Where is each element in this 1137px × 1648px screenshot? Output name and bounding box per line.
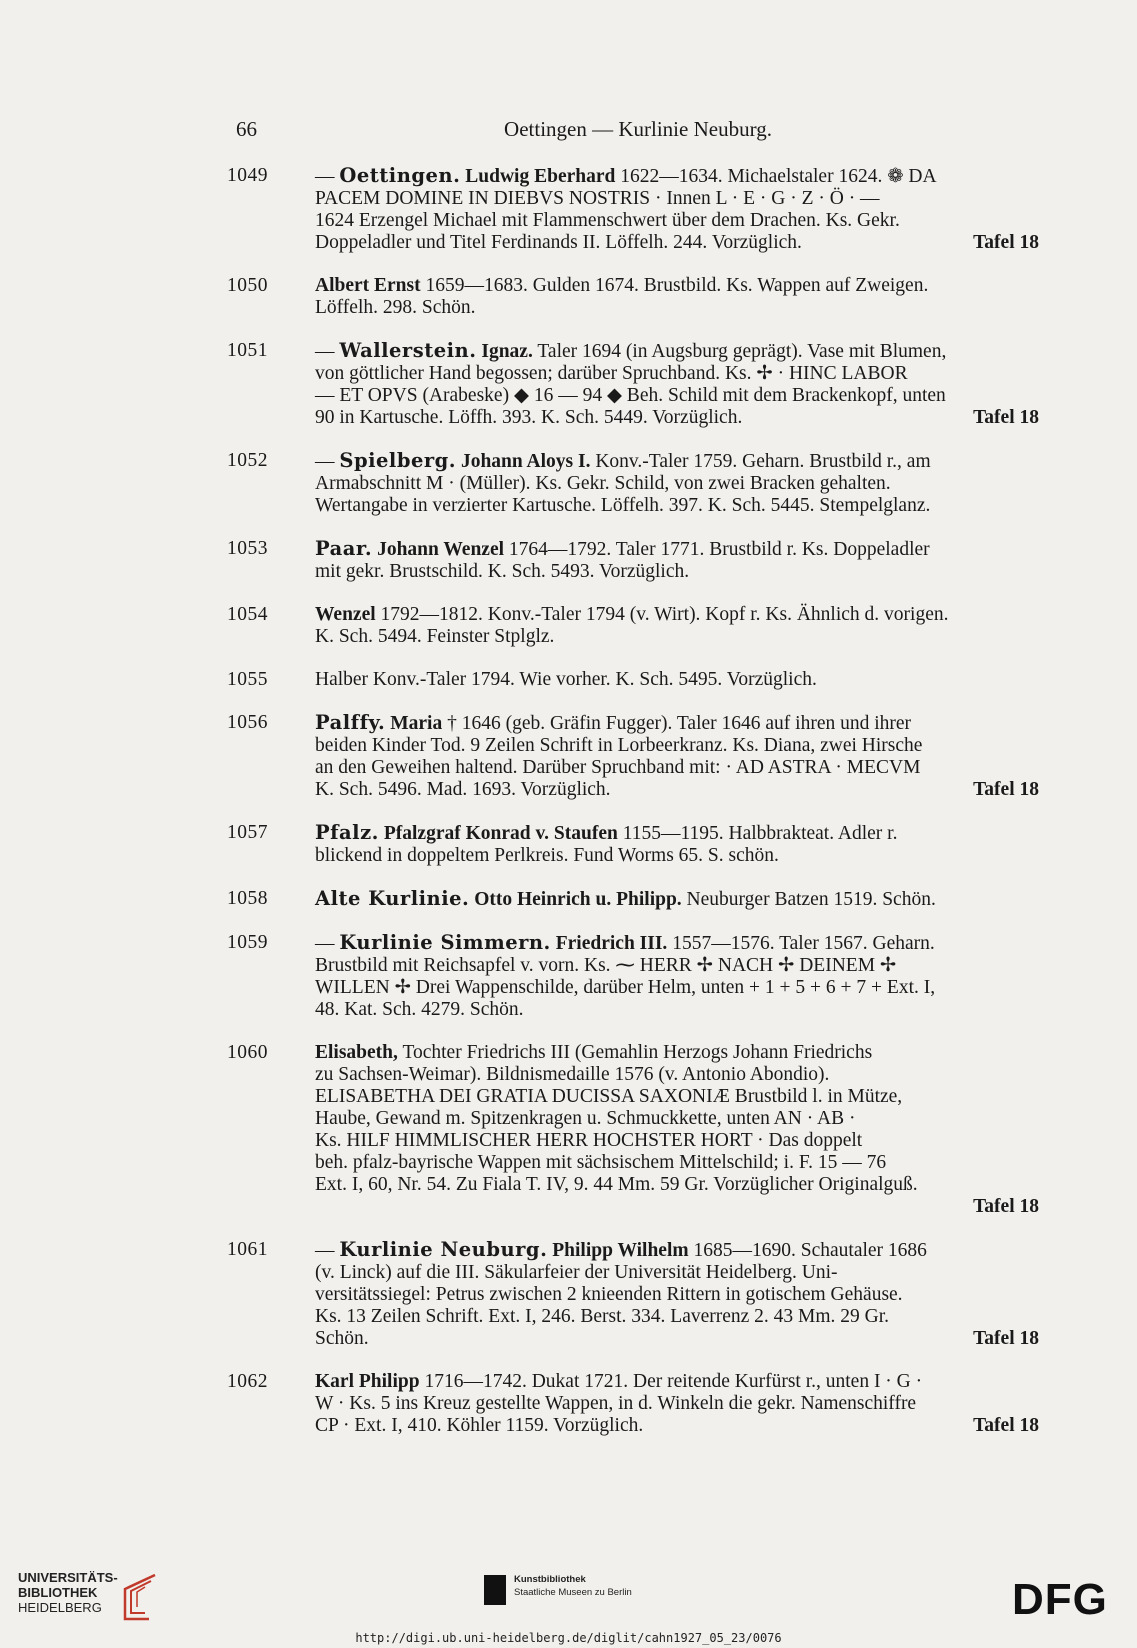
entry-dash: —	[315, 166, 335, 187]
catalog-entry	[227, 1371, 1039, 1437]
entry-line: 1792—1812. Konv.-Taler 1794 (v. Wirt). Kopf r. Ks. Ähnlich d. vorigen.	[380, 604, 949, 625]
kb-subtitle: Staatliche Museen zu Berlin	[514, 1587, 632, 1598]
source-url[interactable]: http://digi.ub.uni-heidelberg.de/diglit/cahn1927_05_23/0076	[355, 1631, 782, 1645]
entry-lead: Pfalzgraf Konrad v. Staufen	[383, 823, 618, 844]
entry-line: 1659—1683. Gulden 1674. Brustbild. Ks. Wappen auf Zweigen.	[425, 275, 929, 296]
catalog-entry	[227, 932, 1039, 1021]
entry-lead: Johann Wenzel	[377, 539, 505, 560]
catalog-entry	[227, 604, 1039, 648]
entry-line: Ks. 13 Zeilen Schrift. Ext. I, 246. Berst. 334. Laverrenz 2. 43 Mm. 29 Gr.	[315, 1306, 890, 1327]
entry-dash: —	[315, 341, 335, 362]
running-header	[236, 117, 1040, 147]
entry-first-line	[315, 932, 1039, 955]
entry-first-line	[315, 275, 1039, 297]
entry-dash: —	[315, 1240, 335, 1261]
entry-first-line	[315, 1239, 1039, 1262]
entry-first-line	[315, 822, 1039, 845]
entry-number: 1049	[227, 165, 268, 186]
entry-number: 1051	[227, 340, 268, 361]
entry-last-line	[315, 232, 1039, 254]
entry-line: blickend in doppeltem Perlkreis. Fund Worms 65. S. schön.	[315, 845, 779, 866]
plate-reference: Tafel 18	[973, 1196, 1039, 1217]
kunstbibliothek-logo[interactable]	[514, 1573, 632, 1599]
catalog-entries	[227, 165, 1039, 1458]
entry-heading: Spielberg.	[339, 449, 457, 472]
entry-line: 1622—1634. Michaelstaler 1624. ❁ DA	[620, 166, 937, 187]
catalog-entry	[227, 450, 1039, 517]
entry-line: 90 in Kartusche. Löffh. 393. K. Sch. 5449. Vorzüglich.	[315, 407, 743, 428]
entry-first-line	[315, 1371, 1039, 1393]
library-emblem-icon	[115, 1573, 159, 1623]
entry-last-line	[315, 1328, 1039, 1350]
catalog-entry	[227, 275, 1039, 319]
plate-reference: Tafel 18	[973, 1328, 1039, 1349]
entry-heading: Wallerstein.	[339, 339, 477, 362]
entry-heading: Alte Kurlinie.	[315, 887, 470, 910]
entry-heading: Pfalz.	[315, 821, 379, 844]
page-number: 66	[236, 117, 257, 141]
entry-lead: Otto Heinrich u. Philipp.	[474, 889, 682, 910]
catalog-entry	[227, 822, 1039, 867]
entry-line: K. Sch. 5494. Feinster Stplglz.	[315, 626, 555, 647]
entry-line: Halber Konv.-Taler 1794. Wie vorher. K. Sch. 5495. Vorzüglich.	[315, 669, 817, 690]
entry-number: 1054	[227, 604, 268, 625]
entry-last-line	[315, 999, 1039, 1021]
entry-line: versitätssiegel: Petrus zwischen 2 knieenden Rittern in gotischem Gehäuse.	[315, 1284, 903, 1305]
catalog-entry	[227, 712, 1039, 801]
kb-title: Kunstbibliothek	[514, 1574, 586, 1585]
entry-heading: Oettingen.	[339, 164, 461, 187]
entry-dash: —	[315, 451, 335, 472]
entry-first-line	[315, 1042, 1039, 1064]
plate-reference: Tafel 18	[973, 407, 1039, 428]
entry-line: † 1646 (geb. Gräfin Fugger). Taler 1646 auf ihren und ihrer	[447, 713, 912, 734]
entry-line: beh. pfalz-bayrische Wappen mit sächsischem Mittelschild; i. F. 15 — 76	[315, 1152, 887, 1173]
entry-line: mit gekr. Brustschild. K. Sch. 5493. Vorzüglich.	[315, 561, 690, 582]
entry-lead: Ignaz.	[481, 341, 533, 362]
entry-line: Löffelh. 298. Schön.	[315, 297, 476, 318]
entry-dash: —	[315, 933, 335, 954]
entry-line: — ET OPVS (Arabeske) ◆ 16 — 94 ◆ Beh. Schild mit dem Brackenkopf, unten	[315, 385, 946, 406]
entry-line: Schön.	[315, 1328, 369, 1349]
entry-lead: Albert Ernst	[315, 275, 421, 296]
plate-reference: Tafel 18	[973, 779, 1039, 800]
entry-line: 1716—1742. Dukat 1721. Der reitende Kurfürst r., unten I · G ·	[424, 1371, 923, 1392]
entry-last-line	[315, 1196, 1039, 1218]
entry-line: 1557—1576. Taler 1567. Geharn.	[672, 933, 935, 954]
entry-first-line	[315, 888, 1039, 911]
entry-number: 1061	[227, 1239, 268, 1260]
entry-lead: Maria	[390, 713, 443, 734]
entry-last-line	[315, 845, 1039, 867]
catalog-entry	[227, 1042, 1039, 1218]
entry-line: Haube, Gewand m. Spitzenkragen u. Schmuckkette, unten AN · AB ·	[315, 1108, 856, 1129]
entry-first-line	[315, 165, 1039, 188]
entry-line: Ext. I, 60, Nr. 54. Zu Fiala T. IV, 9. 44 Mm. 59 Gr. Vorzüglicher Originalguß.	[315, 1174, 918, 1195]
entry-heading: Kurlinie Neuburg.	[339, 1238, 548, 1261]
entry-lead: Elisabeth,	[315, 1042, 398, 1063]
entry-lead: Wenzel	[315, 604, 376, 625]
entry-line: von göttlicher Hand begossen; darüber Spruchband. Ks. ✢ · HINC LABOR	[315, 363, 908, 384]
entry-last-line	[315, 1415, 1039, 1437]
entry-line: Konv.-Taler 1759. Geharn. Brustbild r., am	[595, 451, 931, 472]
entry-line: CP · Ext. I, 410. Köhler 1159. Vorzüglich.	[315, 1415, 644, 1436]
entry-last-line	[315, 561, 1039, 583]
plate-reference: Tafel 18	[973, 1415, 1039, 1436]
entry-line: WILLEN ✢ Drei Wappenschilde, darüber Helm, unten + 1 + 5 + 6 + 7 + Ext. I,	[315, 977, 936, 998]
library-line: HEIDELBERG	[18, 1600, 102, 1615]
entry-line: Ks. HILF HIMMLISCHER HERR HOCHSTER HORT · Das doppelt	[315, 1130, 863, 1151]
entry-lead: Ludwig Eberhard	[465, 166, 616, 187]
entry-line: Neuburger Batzen 1519. Schön.	[686, 889, 936, 910]
entry-number: 1050	[227, 275, 268, 296]
library-line: BIBLIOTHEK	[18, 1585, 98, 1600]
entry-lead: Philipp Wilhelm	[552, 1240, 689, 1261]
entry-first-line	[315, 669, 1039, 691]
entry-last-line	[315, 297, 1039, 319]
entry-line: beiden Kinder Tod. 9 Zeilen Schrift in Lorbeerkranz. Ks. Diana, zwei Hirsche	[315, 735, 923, 756]
entry-last-line	[315, 495, 1039, 517]
university-library-logo[interactable]	[18, 1570, 118, 1615]
entry-line: Tochter Friedrichs III (Gemahlin Herzogs Johann Friedrichs	[402, 1042, 873, 1063]
entry-line: 1764—1792. Taler 1771. Brustbild r. Ks. Doppeladler	[508, 539, 930, 560]
entry-number: 1052	[227, 450, 268, 471]
catalog-entry	[227, 340, 1039, 429]
entry-number: 1055	[227, 669, 268, 690]
entry-line: Doppeladler und Titel Ferdinands II. Löffelh. 244. Vorzüglich.	[315, 232, 802, 253]
entry-last-line	[315, 626, 1039, 648]
entry-line: W · Ks. 5 ins Kreuz gestellte Wappen, in d. Winkeln die gekr. Namenschiffre	[315, 1393, 917, 1414]
entry-line: Brustbild mit Reichsapfel v. vorn. Ks. ⁓ HERR ✢ NACH ✢ DEINEM ✢	[315, 955, 897, 976]
entry-line: an den Geweihen haltend. Darüber Spruchband mit: · AD ASTRA · MECVM	[315, 757, 921, 778]
entry-first-line	[315, 604, 1039, 626]
entry-lead: Karl Philipp	[315, 1371, 420, 1392]
entry-line: ELISABETHA DEI GRATIA DUCISSA SAXONIÆ Brustbild l. in Mütze,	[315, 1086, 903, 1107]
catalog-entry	[227, 669, 1039, 691]
entry-line: 1155—1195. Halbbrakteat. Adler r.	[622, 823, 898, 844]
entry-line: 48. Kat. Sch. 4279. Schön.	[315, 999, 524, 1020]
catalog-entry	[227, 888, 1039, 911]
entry-first-line	[315, 450, 1039, 473]
entry-first-line	[315, 538, 1039, 561]
catalog-entry	[227, 1239, 1039, 1350]
entry-last-line	[315, 779, 1039, 801]
dfg-logo[interactable]: DFG	[1012, 1575, 1108, 1624]
entry-line: (v. Linck) auf die III. Säkularfeier der Universität Heidelberg. Uni-	[315, 1262, 838, 1283]
entry-first-line	[315, 340, 1039, 363]
entry-heading: Kurlinie Simmern.	[339, 931, 551, 954]
entry-line: PACEM DOMINE IN DIEBVS NOSTRIS · Innen L · E · G · Z · Ö · —	[315, 188, 880, 209]
entry-heading: Palffy.	[315, 711, 386, 734]
entry-heading: Paar.	[315, 537, 373, 560]
entry-number: 1057	[227, 822, 268, 843]
entry-line: 1624 Erzengel Michael mit Flammenschwert über dem Drachen. Ks. Gekr.	[315, 210, 900, 231]
entry-line: Taler 1694 (in Augsburg geprägt). Vase mit Blumen,	[537, 341, 947, 362]
running-title: Oettingen — Kurlinie Neuburg.	[504, 117, 772, 141]
entry-line: Wertangabe in verzierter Kartusche. Löffelh. 397. K. Sch. 5445. Stempelglanz.	[315, 495, 931, 516]
library-line: UNIVERSITÄTS-	[18, 1570, 118, 1585]
kunstbibliothek-logo-icon	[484, 1575, 506, 1605]
entry-line: 1685—1690. Schautaler 1686	[693, 1240, 927, 1261]
entry-line: Armabschnitt M · (Müller). Ks. Gekr. Schild, von zwei Bracken gehalten.	[315, 473, 891, 494]
catalog-entry	[227, 538, 1039, 583]
entry-lead: Johann Aloys I.	[460, 451, 591, 472]
entry-last-line	[315, 407, 1039, 429]
catalog-entry	[227, 165, 1039, 254]
entry-number: 1053	[227, 538, 268, 559]
entry-number: 1062	[227, 1371, 268, 1392]
entry-first-line	[315, 712, 1039, 735]
entry-number: 1060	[227, 1042, 268, 1063]
entry-line: K. Sch. 5496. Mad. 1693. Vorzüglich.	[315, 779, 611, 800]
entry-number: 1056	[227, 712, 268, 733]
plate-reference: Tafel 18	[973, 232, 1039, 253]
entry-number: 1059	[227, 932, 268, 953]
entry-line: zu Sachsen-Weimar). Bildnismedaille 1576 (v. Antonio Abondio).	[315, 1064, 830, 1085]
entry-number: 1058	[227, 888, 268, 909]
entry-lead: Friedrich III.	[555, 933, 668, 954]
